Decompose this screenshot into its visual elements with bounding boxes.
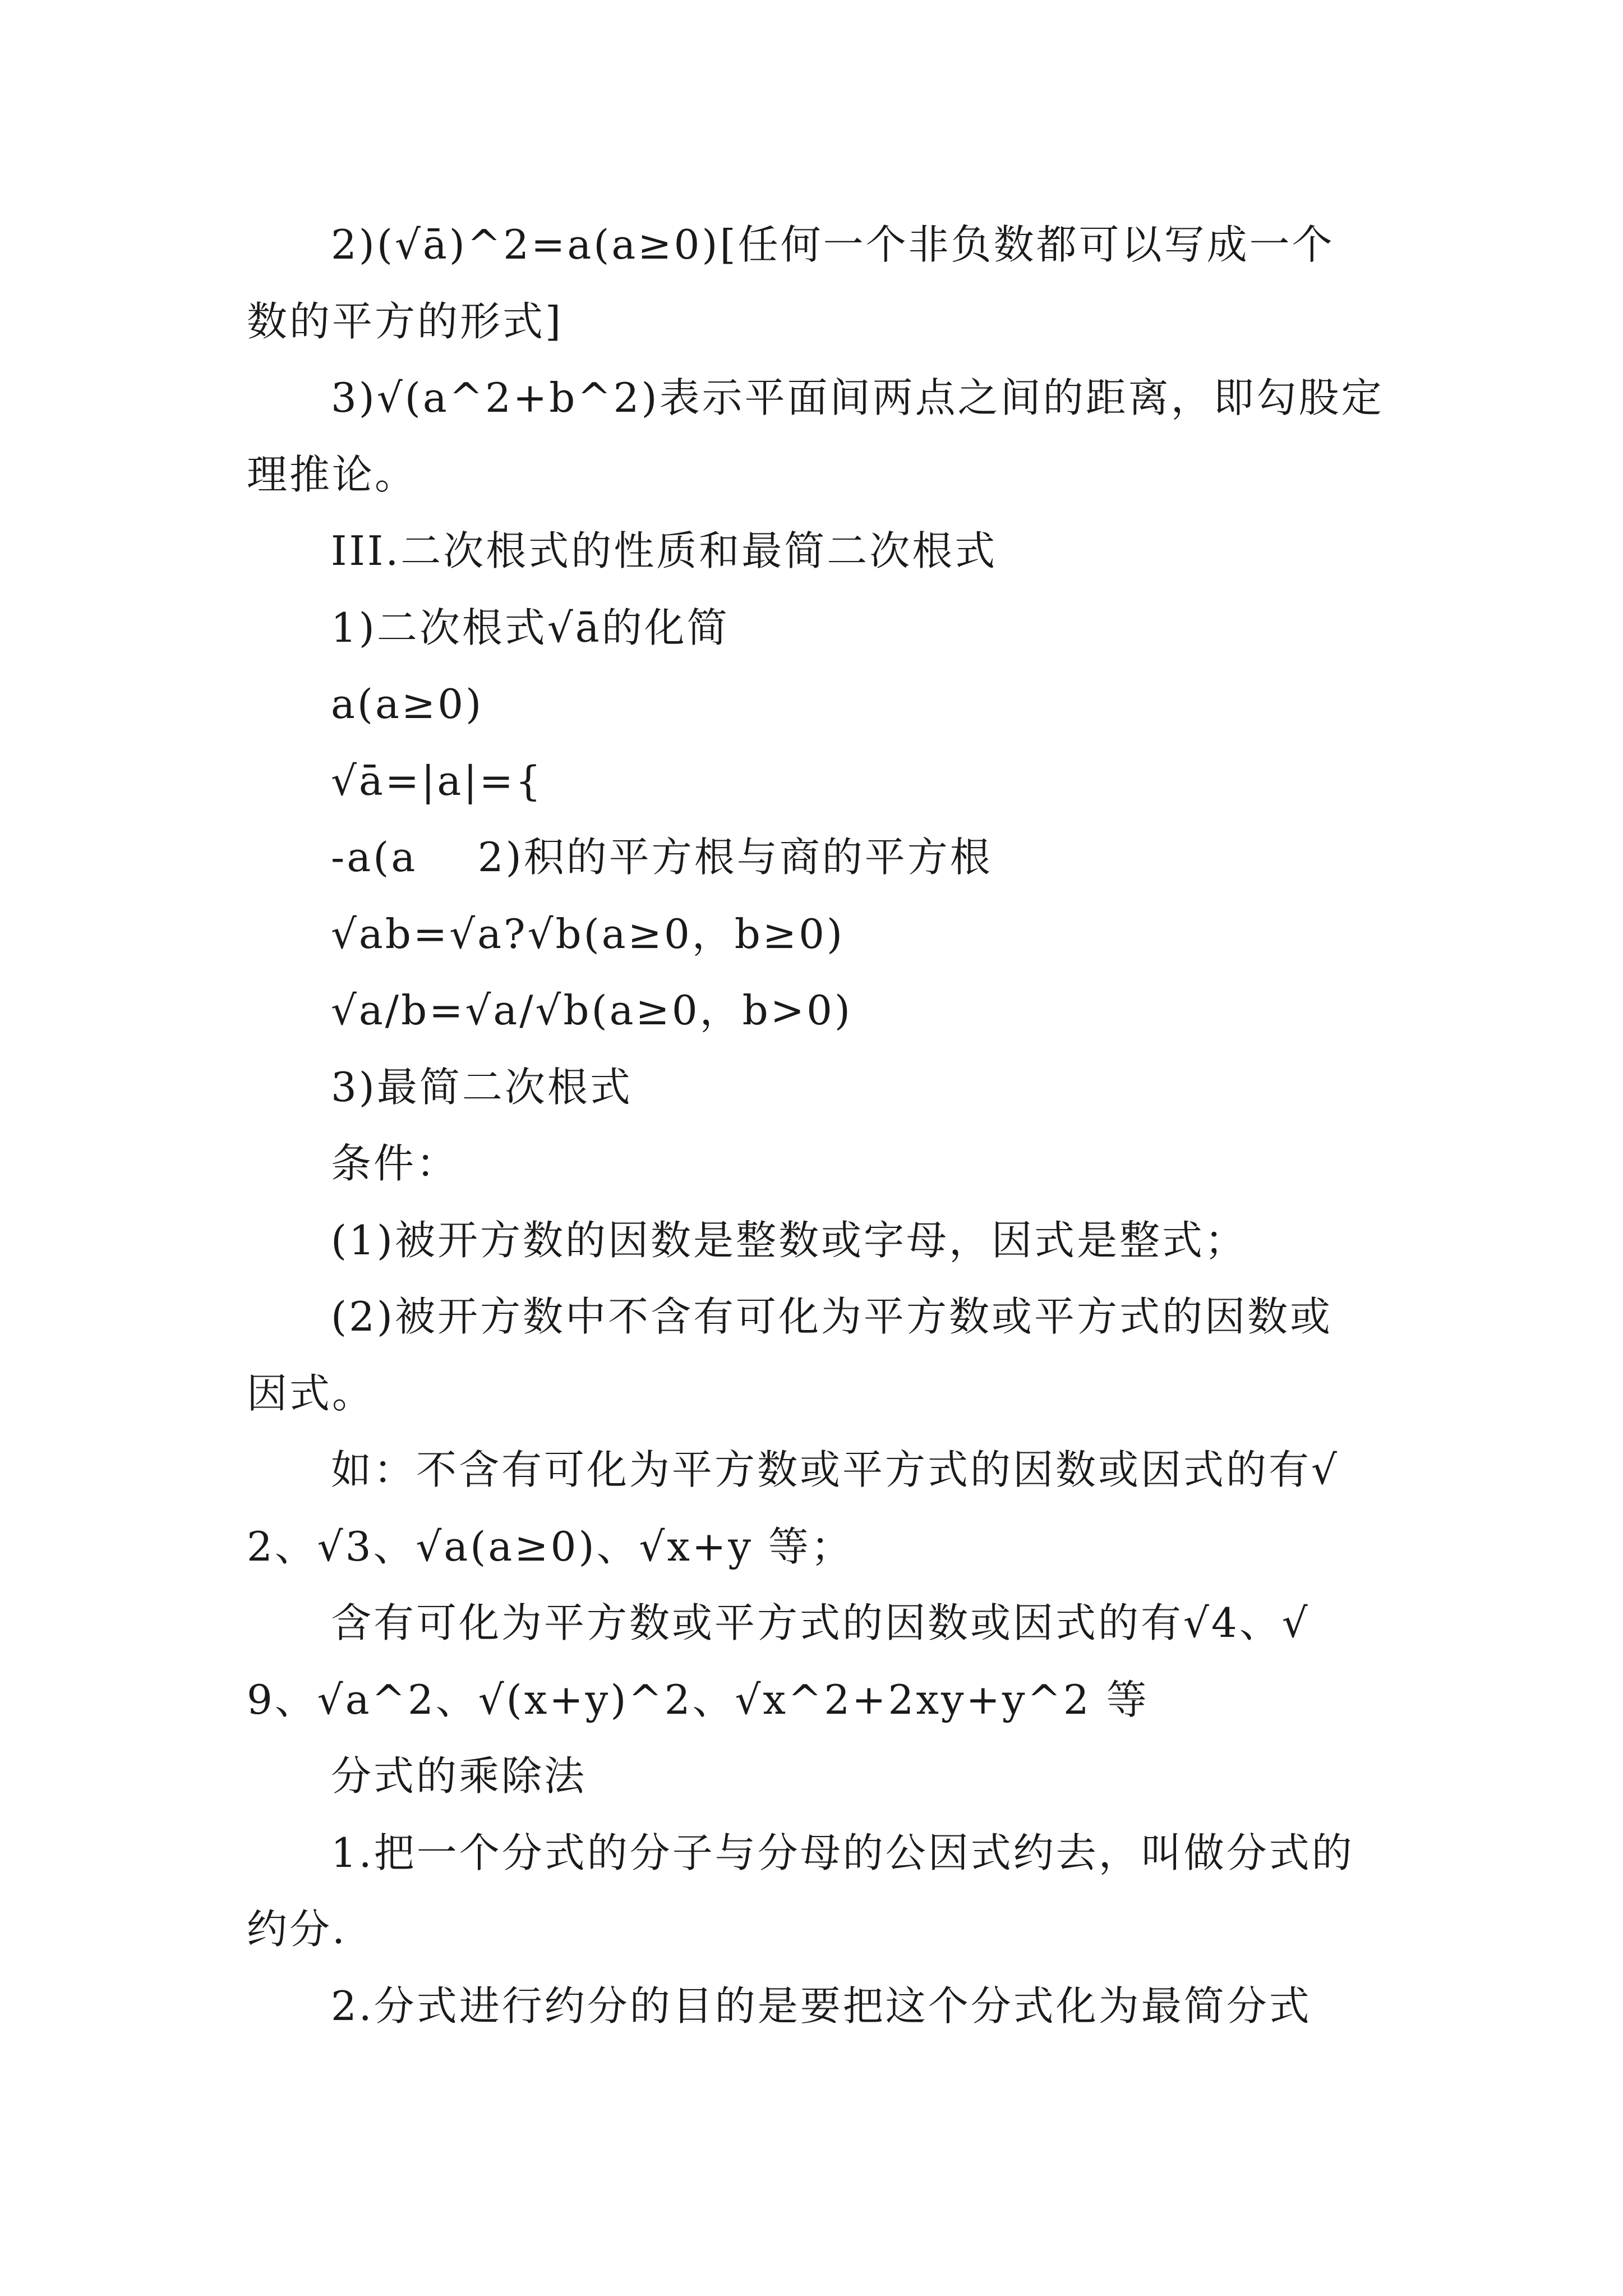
text-line: 2.分式进行约分的目的是要把这个分式化为最简分式 (331, 1982, 1312, 2030)
text-line: 2)(√ā)^2=a(a≥0)[任何一个非负数都可以写成一个 (331, 221, 1335, 268)
text-line: (1)被开方数的因数是整数或字母，因式是整式； (331, 1216, 1247, 1264)
text-line: √ā=|a|={ (331, 757, 543, 804)
text-line: (2)被开方数中不含有可化为平方数或平方式的因数或 (331, 1293, 1332, 1340)
text-line: √ab=√a?√b(a≥0，b≥0) (331, 910, 845, 958)
text-line: 如：不含有可化为平方数或平方式的因数或因式的有√ (331, 1446, 1339, 1493)
text-line: 1.把一个分式的分子与分母的公因式约去，叫做分式的 (331, 1829, 1354, 1876)
text-line: -a(a 2)积的平方根与商的平方根 (331, 834, 993, 881)
text-line: 3)√(a^2+b^2)表示平面间两点之间的距离，即勾股定 (331, 374, 1384, 421)
text-line: 3)最简二次根式 (331, 1063, 633, 1111)
text-line: a(a≥0) (331, 680, 484, 728)
text-line: 约分. (247, 1906, 347, 1953)
text-line: 因式。 (247, 1369, 375, 1417)
text-line: 2、√3、√a(a≥0)、√x+y 等； (247, 1522, 854, 1570)
text-line: 理推论。 (247, 450, 418, 498)
text-line: √a/b=√a/√b(a≥0，b>0) (331, 987, 852, 1034)
text-line: 数的平方的形式] (247, 297, 564, 345)
text-line: 1)二次根式√ā的化简 (331, 604, 730, 651)
text-line: 含有可化为平方数或平方式的因数或因式的有√4、√ (331, 1599, 1310, 1646)
section-heading: 分式的乘除法 (331, 1752, 587, 1800)
document-body (247, 206, 1384, 2044)
text-line: 9、√a^2、√(x+y)^2、√x^2+2xy+y^2 等 (247, 1676, 1149, 1723)
text-line: 条件： (331, 1140, 459, 1187)
section-heading: III.二次根式的性质和最简二次根式 (331, 527, 998, 574)
